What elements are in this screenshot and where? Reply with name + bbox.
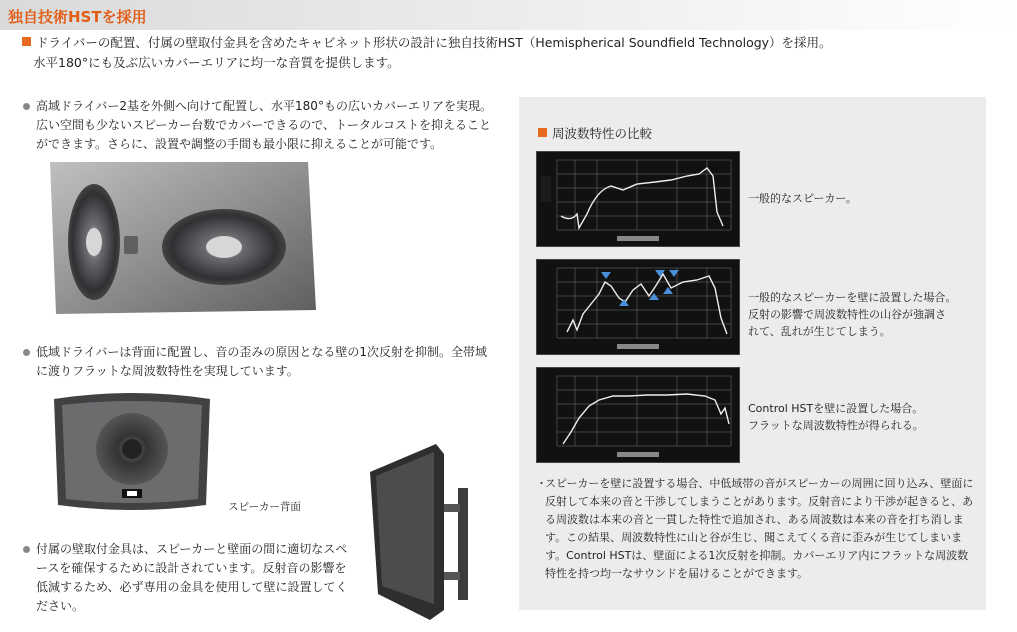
bullet-dot-icon <box>23 546 30 553</box>
panel-title <box>538 124 652 142</box>
frequency-graph-wall <box>536 259 740 355</box>
bullet-wall-bracket-text: 付属の壁取付金具は、スピーカーと壁面の間に適切なスペースを確保するために設計されています。反射音の影響を低減するため、必ず専用の金具を使用して壁に設置してください。 <box>36 542 348 613</box>
intro-line-1 <box>22 34 832 52</box>
panel-title-text: 周波数特性の比較 <box>552 126 653 141</box>
graph-label-wall <box>748 289 956 340</box>
bullet-wall-bracket <box>36 540 354 616</box>
frequency-graph-hst <box>536 367 740 463</box>
caption-speaker-back: スピーカー背面 <box>228 501 301 513</box>
graph-label-hst-line2: フラットな周波数特性が得られる。 <box>748 419 924 432</box>
intro-text-1: ドライバーの配置、付属の壁取付金具を含めたキャビネット形状の設計に独自技術HST（Hemispherical Soundfield Technology）を採用。 <box>36 35 832 50</box>
note-bullet: ・ <box>536 477 547 490</box>
bullet-low-driver <box>36 343 496 381</box>
speaker-back-photo <box>48 393 216 511</box>
speaker-mounted-photo <box>366 444 484 620</box>
bullet-dot-icon <box>23 103 30 110</box>
frequency-graph-typical <box>536 151 740 247</box>
speaker-front-photo <box>46 162 322 314</box>
graph-label-typical-line1: 一般的なスピーカー。 <box>748 192 857 205</box>
panel-note <box>536 475 979 583</box>
orange-square-icon <box>22 37 31 46</box>
bullet-high-drivers-text: 高域ドライバー2基を外側へ向けて配置し、水平180°もの広いカバーエリアを実現。広い空間も少ないスピーカー台数でカバーできるので、トータルコストを抑えることができます。さらに、設置や調整の手間も最小限に抑えることが可能です。 <box>36 99 492 151</box>
graph-label-wall-line3: れて、乱れが生じてしまう。 <box>748 325 891 338</box>
bullet-low-driver-text: 低域ドライバーは背面に配置し、音の歪みの原因となる壁の1次反射を抑制。全帯域に渡りフラットな周波数特性を実現しています。 <box>36 345 488 378</box>
bullet-high-drivers <box>36 97 496 154</box>
graph-label-hst <box>748 400 924 434</box>
title-bar <box>0 0 1017 30</box>
panel-note-text: スピーカーを壁に設置する場合、中低域帯の音がスピーカーの周囲に回り込み、壁面に反射して本来の音と干渉してしまうことがあります。反射音により干渉が起きると、ある周波数は本来の音と一貫した特性で追加され、ある周波数は本来の音を打ち消します。この結果、周波数特性に山と谷が生じ、聞こえてくる音に歪みが生じてしまいます。Control HSTは、壁面による1次反射を抑制。カバーエリア内にフラットな周波数特性を持つ均一なサウンドを届けることができます。 <box>545 477 974 580</box>
orange-square-icon <box>538 128 547 137</box>
intro-line-2: 水平180°にも及ぶ広いカバーエリアに均一な音質を提供します。 <box>33 55 400 70</box>
graph-label-typical <box>748 190 857 207</box>
bullet-dot-icon <box>23 349 30 356</box>
graph-label-wall-line2: 反射の影響で周波数特性の山谷が強調さ <box>748 308 946 321</box>
graph-label-wall-line1: 一般的なスピーカーを壁に設置した場合。 <box>748 291 957 304</box>
graph-label-hst-line1: Control HSTを壁に設置した場合。 <box>748 402 924 415</box>
page-title: 独自技術HSTを採用 <box>8 8 147 26</box>
